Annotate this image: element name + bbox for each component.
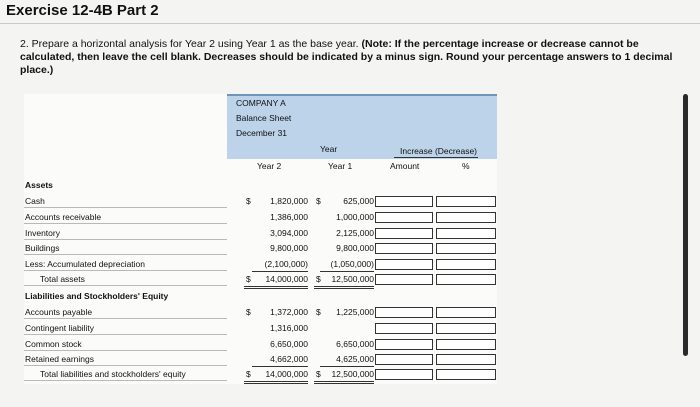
col-year2-header: Year 2 — [257, 161, 282, 171]
year1-value: 1,225,000 — [336, 307, 374, 317]
row-divider — [24, 207, 227, 208]
year2-value: 9,800,000 — [270, 243, 308, 253]
row-label: Total liabilities and stockholders' equity — [40, 369, 186, 379]
amount-input[interactable] — [375, 339, 433, 350]
row-divider — [24, 365, 227, 366]
instructions-lead: 2. Prepare a horizontal analysis for Year 2 using Year 1 as the base year. — [20, 38, 362, 50]
percent-input[interactable] — [436, 307, 496, 318]
header-divider — [0, 23, 700, 24]
year1-value: 6,650,000 — [336, 339, 374, 349]
total-double-underline — [244, 381, 308, 384]
row-label: Accounts payable — [25, 307, 93, 317]
amount-input[interactable] — [375, 228, 433, 239]
amount-input[interactable] — [375, 354, 433, 365]
percent-input[interactable] — [436, 339, 496, 350]
instructions — [20, 38, 680, 77]
company-name: COMPANY A — [236, 98, 286, 108]
row-divider — [24, 334, 227, 335]
year-label: Year — [320, 144, 338, 154]
year2-value: 14,000,000 — [265, 369, 308, 379]
dollar-sign-year2: $ — [246, 274, 251, 284]
percent-input[interactable] — [436, 259, 496, 270]
row-divider — [24, 318, 227, 319]
year2-value: 1,820,000 — [270, 196, 308, 206]
year2-value: 1,316,000 — [270, 323, 308, 333]
subtotal-underline — [320, 366, 374, 367]
scrollbar[interactable] — [683, 94, 688, 356]
row-label: Common stock — [25, 339, 82, 349]
row-label: Less: Accumulated depreciation — [25, 259, 146, 269]
year2-value: 3,094,000 — [270, 228, 308, 238]
dollar-sign-year2: $ — [246, 196, 251, 206]
dollar-sign-year1: $ — [316, 369, 321, 379]
percent-input[interactable] — [436, 212, 496, 223]
year2-value: 4,662,000 — [270, 354, 308, 364]
row-divider — [24, 254, 227, 255]
amount-input[interactable] — [375, 369, 433, 380]
year1-value: 2,125,000 — [336, 228, 374, 238]
dollar-sign-year1: $ — [316, 307, 321, 317]
instructions-note: (Note: If the percentage increase or decrease cannot be calculated, then leave the cell blank. Decreases should be indicated by a minus sign. Round your percentage answers to 1 decimal place.) — [20, 38, 673, 76]
assets-heading: Assets — [25, 180, 53, 190]
amount-input[interactable] — [375, 323, 433, 334]
row-divider — [24, 270, 227, 271]
statement-name: Balance Sheet — [236, 113, 292, 123]
dollar-sign-year2: $ — [246, 369, 251, 379]
percent-input[interactable] — [436, 323, 496, 334]
subtotal-underline — [252, 271, 308, 272]
row-label: Retained earnings — [25, 354, 94, 364]
year2-value: 6,650,000 — [270, 339, 308, 349]
row-label: Buildings — [25, 243, 60, 253]
row-label: Contingent liability — [25, 323, 94, 333]
amount-input[interactable] — [375, 259, 433, 270]
row-label: Total assets — [40, 274, 85, 284]
row-divider — [24, 223, 227, 224]
dollar-sign-year1: $ — [316, 196, 321, 206]
dollar-sign-year1: $ — [316, 274, 321, 284]
row-label: Accounts receivable — [25, 212, 102, 222]
percent-input[interactable] — [436, 243, 496, 254]
amount-header: Amount — [390, 161, 420, 171]
balance-sheet-table — [24, 94, 497, 384]
statement-date: December 31 — [236, 128, 288, 138]
amount-input[interactable] — [375, 243, 433, 254]
liabilities-heading: Liabilities and Stockholders' Equity — [25, 291, 169, 301]
amount-input[interactable] — [375, 196, 433, 207]
total-double-underline — [314, 286, 374, 289]
row-divider — [24, 239, 227, 240]
subtotal-underline — [320, 271, 374, 272]
year1-value: 12,500,000 — [331, 274, 374, 284]
percent-input[interactable] — [436, 274, 496, 285]
year1-value: 1,000,000 — [336, 212, 374, 222]
row-label: Inventory — [25, 228, 60, 238]
percent-input[interactable] — [436, 369, 496, 380]
year2-value: 1,372,000 — [270, 307, 308, 317]
col-year1-header: Year 1 — [328, 161, 353, 171]
year1-value: (1,050,000) — [330, 259, 374, 269]
percent-input[interactable] — [436, 228, 496, 239]
row-divider — [24, 350, 227, 351]
subtotal-underline — [252, 366, 308, 367]
year1-value: 4,625,000 — [336, 354, 374, 364]
inc-dec-underline — [394, 157, 478, 158]
page-title: Exercise 12-4B Part 2 — [6, 2, 159, 19]
year2-value: 14,000,000 — [265, 274, 308, 284]
row-label: Cash — [25, 196, 45, 206]
total-double-underline — [244, 286, 308, 289]
amount-input[interactable] — [375, 274, 433, 285]
percent-header: % — [462, 161, 470, 171]
total-double-underline — [314, 381, 374, 384]
year2-value: (2,100,000) — [264, 259, 308, 269]
inc-dec-header: Increase (Decrease) — [400, 146, 478, 156]
row-divider — [24, 380, 227, 381]
year2-value: 1,386,000 — [270, 212, 308, 222]
percent-input[interactable] — [436, 354, 496, 365]
percent-input[interactable] — [436, 196, 496, 207]
table-header-topline — [227, 94, 497, 96]
amount-input[interactable] — [375, 307, 433, 318]
year1-value: 12,500,000 — [331, 369, 374, 379]
row-divider — [24, 285, 227, 286]
year1-value: 625,000 — [343, 196, 374, 206]
dollar-sign-year2: $ — [246, 307, 251, 317]
amount-input[interactable] — [375, 212, 433, 223]
year1-value: 9,800,000 — [336, 243, 374, 253]
